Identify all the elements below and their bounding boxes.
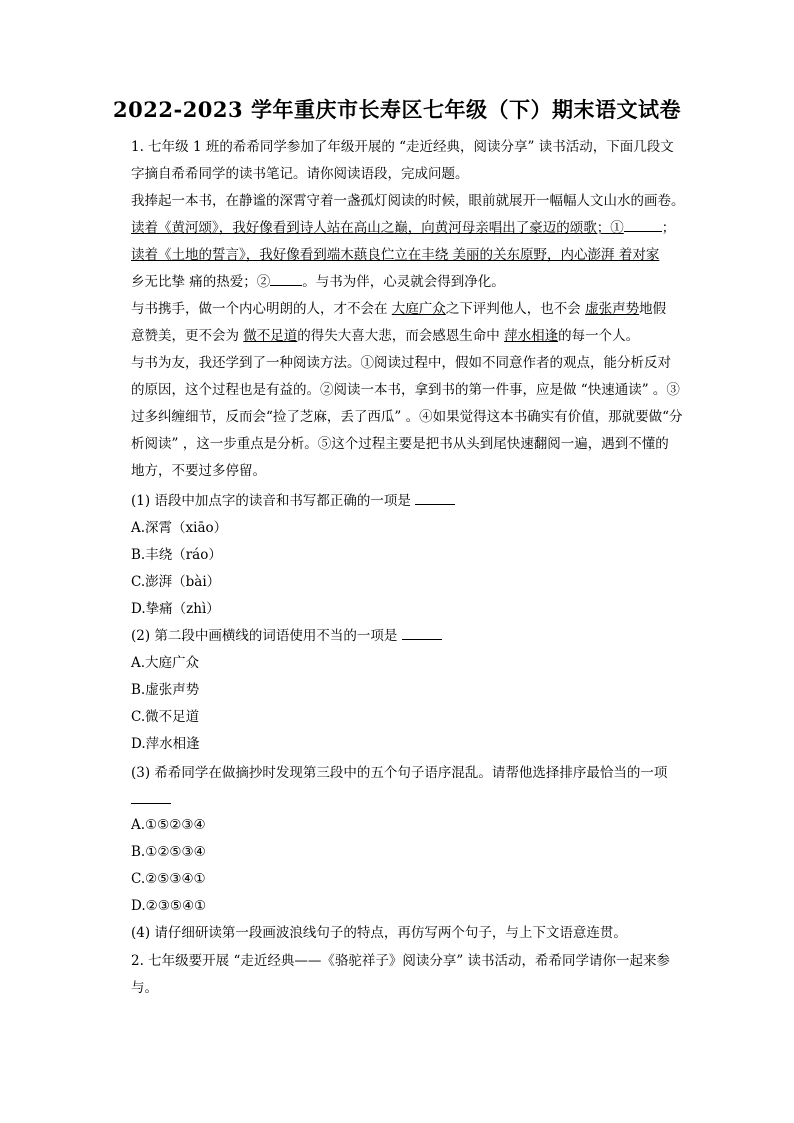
text: 与书携手，做一个内心明朗的人，才不会在 bbox=[131, 301, 392, 317]
option: D.挚痛（zhì） bbox=[131, 601, 220, 617]
q2-line-2: 与。 bbox=[131, 980, 158, 996]
text: 的每一个人。 bbox=[558, 328, 640, 344]
exam-title: 2022-2023 学年重庆市长寿区七年级（下）期末语文试卷 bbox=[113, 97, 681, 122]
sub-question-1 bbox=[131, 492, 455, 510]
option: A.深霄（xiāo） bbox=[131, 520, 228, 536]
underlined-word-4: 萍水相逢 bbox=[504, 328, 559, 344]
underlined-word-3: 微不足道 bbox=[243, 328, 298, 344]
text: 的得失大喜大悲，而会感恩生命中 bbox=[297, 328, 505, 344]
underlined-word-2: 虚张声势 bbox=[585, 301, 640, 317]
option: B.虚张声势 bbox=[131, 682, 200, 698]
sub-question-4: (4) 请仔细研读第一段画波浪线句子的特点，再仿写两个句子，与上下文语意连贯。 bbox=[131, 925, 627, 941]
q1-para3-line-5: 地方，不要过多停留。 bbox=[131, 463, 266, 479]
q1-para3-line-4: 析阅读” ，这一步重点是分析。⑤这个过程主要是把书从头到尾快速翻阅一遍，遇到不懂的 bbox=[131, 436, 669, 452]
text: 乡无比挚 痛的热爱；② bbox=[131, 274, 271, 290]
sub-question-3: (3) 希希同学在做摘抄时发现第三段中的五个句子语序混乱。请帮他选择排序最恰当的一项 bbox=[131, 765, 668, 781]
q1-para2-line-1 bbox=[131, 300, 666, 318]
answer-blank-2 bbox=[270, 273, 302, 286]
answer-blank-1 bbox=[624, 219, 662, 232]
q1-para1-line-4 bbox=[131, 273, 505, 291]
option: C.微不足道 bbox=[131, 709, 200, 725]
q1-para3-line-3: 过多纠缠细节，反而会“捡了芝麻，丢了西瓜” 。④如果觉得这本书确实有价值，那就要做“分 bbox=[131, 409, 683, 425]
sub-question-2 bbox=[131, 627, 442, 645]
option: A.大庭广众 bbox=[131, 655, 200, 671]
wavy-sentence-2: 读着《土地的誓言》，我好像看到端木蕻良伫立在丰绕 美丽的关东原野，内心澎湃 着对家 bbox=[131, 247, 660, 263]
answer-blank bbox=[415, 492, 455, 505]
q1-para1-line-1: 我捧起一本书，在静谧的深霄守着一盏孤灯阅读的时候，眼前就展开一幅幅人文山水的画卷。 bbox=[131, 193, 685, 209]
option: A.①⑤②③④ bbox=[131, 817, 206, 833]
q1-para1-line-2 bbox=[131, 219, 675, 237]
option: B.①②⑤③④ bbox=[131, 844, 206, 860]
option: D.②③⑤④① bbox=[131, 898, 207, 914]
q1-para3-line-1: 与书为友，我还学到了一种阅读方法。①阅读过程中，假如不同意作者的观点，能分析反对 bbox=[131, 355, 671, 371]
q1-intro-line-1: 1. 七年级 1 班的希希同学参加了年级开展的 “走近经典，阅读分享” 读书活动，下面几段文 bbox=[131, 139, 674, 155]
option: D.萍水相逢 bbox=[131, 736, 200, 752]
wavy-sentence-1: 读着《黄河颂》，我好像看到诗人站在高山之巅，向黄河母亲唱出了豪迈的颂歌；① bbox=[131, 220, 624, 236]
q1-para3-line-2: 的原因，这个过程也是有益的。②阅读一本书，拿到书的第一件事，应是做 “快速通读” 。③ bbox=[131, 382, 680, 398]
text: 地假 bbox=[639, 301, 667, 317]
punct: ； bbox=[661, 220, 676, 236]
q2-line-1: 2. 七年级要开展 “走近经典——《骆驼祥子》阅读分享” 读书活动，希希同学请你一起来参 bbox=[131, 953, 671, 969]
option: C.澎湃（bài） bbox=[131, 574, 221, 590]
underlined-word-1: 大庭广众 bbox=[391, 301, 446, 317]
question-text: (2) 第二段中画横线的词语使用不当的一项是 bbox=[131, 628, 402, 644]
question-text: (1) 语段中加点字的读音和书写都正确的一项是 bbox=[131, 493, 416, 509]
q1-para1-line-3 bbox=[131, 246, 659, 264]
text: 意赞美，更不会为 bbox=[131, 328, 244, 344]
answer-blank bbox=[131, 791, 171, 804]
q1-para2-line-2 bbox=[131, 327, 639, 345]
answer-blank bbox=[402, 627, 442, 640]
answer-blank-line bbox=[131, 791, 171, 809]
q1-intro-line-2: 字摘自希希同学的读书笔记。请你阅读语段，完成问题。 bbox=[131, 166, 469, 182]
option: C.②⑤③④① bbox=[131, 871, 206, 887]
text: 之下评判他人，也不会 bbox=[445, 301, 586, 317]
option: B.丰绕（ráo） bbox=[131, 547, 222, 563]
text: 。与书为伴，心灵就会得到净化。 bbox=[302, 274, 505, 290]
